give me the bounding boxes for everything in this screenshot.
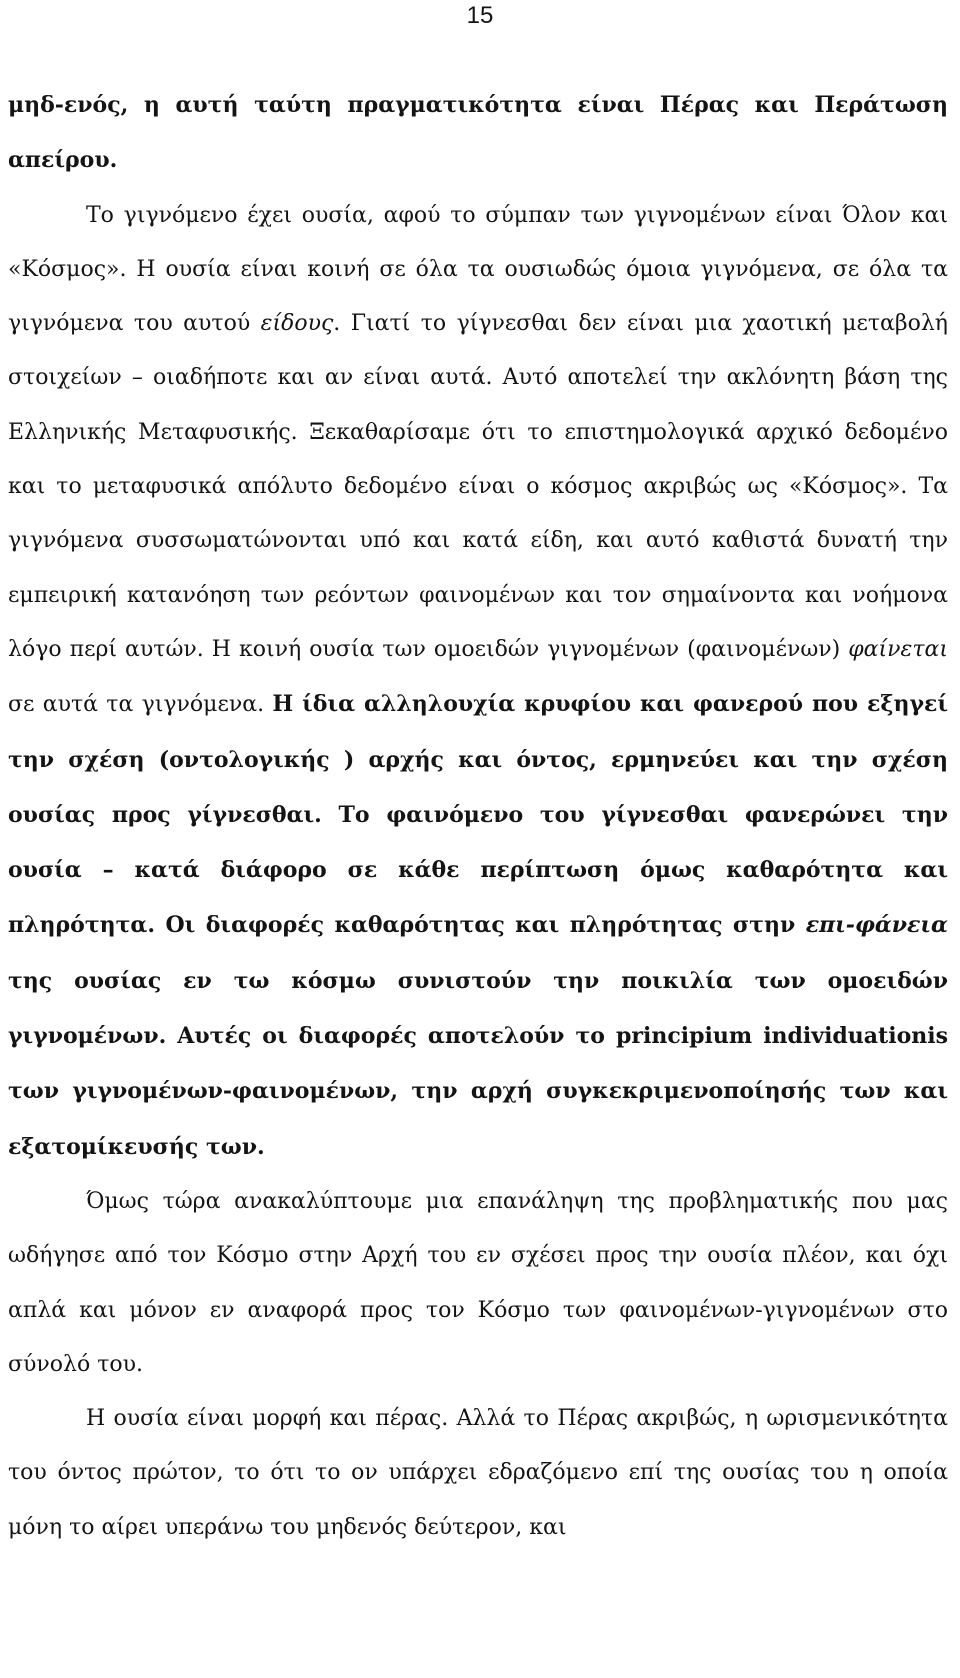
paragraph [8,1392,948,1555]
text-span: είδους [260,311,334,337]
text-span: Η ουσία είναι μορφή και πέρας. Αλλά το Πέρας ακριβώς, η ωρισμενικότητα του όντος πρώτον, το ότι το ον υπάρχει εδραζόμενο επί της ουσίας του η οποία μόνη το αίρει υπεράνω του μηδενός δεύτερον, και [8,1406,948,1540]
text-span: της ουσίας εν τω κόσμω συνιστούν την ποικιλία των ομοειδών γιγνομένων. Αυτές οι διαφορές αποτελούν το principium individuationis των γιγνομένων-φαινομένων, την αρχή συγκεκριμενοποίησής των και εξατομίκευσής των. [8,967,948,1160]
page-number: 15 [466,2,494,29]
text-span: σε αυτά τα γιγνόμενα. [8,692,273,718]
paragraph [8,1175,948,1392]
paragraph [8,189,948,1175]
text-span: . Γιατί το γίγνεσθαι δεν είναι μια χαοτική μεταβολή στοιχείων – οιαδήποτε και αν είναι αυτά. Αυτό αποτελεί την ακλόνητη βάση της Ελληνικής Μεταφυσικής. Ξεκαθαρίσαμε ότι το επιστημολογικά αρχικό δεδομένο και το μεταφυσικά απόλυτο δεδομένο είναι ο κόσμος ακριβώς ως «Κόσμος». Τα γιγνόμενα συσσωματώνονται υπό και κατά είδη, και αυτό καθιστά δυνατή την εμπειρική κατανόηση των ρεόντων φαινομένων και τον σημαίνοντα και νοήμονα λόγο περί αυτών. Η κοινή ουσία των ομοειδών γιγνομένων (φαινομένων) [8,311,948,662]
document-body [8,78,948,1555]
text-span: Η ίδια αλληλουχία κρυφίου και φανερού που εξηγεί την σχέση (οντολογικής ) αρχής και όντος, ερμηνεύει και την σχέση ουσίας προς γίγνεσθαι. Το φαινόμενο του γίγνεσθαι φανερώνει την ουσία – κατά διάφορο σε κάθε περίπτωση όμως καθαρότητα και πληρότητα. Οι διαφορές καθαρότητας και πληρότητας στην [8,691,948,939]
text-span: φαίνεται [848,636,948,662]
text-span-emphasis: επι-φάνεια [805,912,948,939]
text-span: μηδ-ενός, η αυτή ταύτη πραγματικότητα είναι Πέρας και Περάτωση απείρου. [8,92,948,174]
text-span: Όμως τώρα ανακαλύπτουμε μια επανάληψη της προβληματικής που μας ωδήγησε από τον Κόσμο στην Αρχή του εν σχέσει προς την ουσία πλέον, και όχι απλά και μόνον εν αναφορά προς τον Κόσμο των φαινομένων-γιγνομένων στο σύνολό του. [8,1188,948,1377]
text-span: Το γιγνόμενο έχει ουσία, αφού το σύμπαν των γιγνομένων είναι Όλον και «Κόσμος». Η ουσία είναι κοινή σε όλα τα ουσιωδώς όμοια γιγνόμενα, σε όλα τα γιγνόμενα του αυτού [8,202,948,337]
text-span [806,912,948,938]
paragraph [8,78,948,189]
